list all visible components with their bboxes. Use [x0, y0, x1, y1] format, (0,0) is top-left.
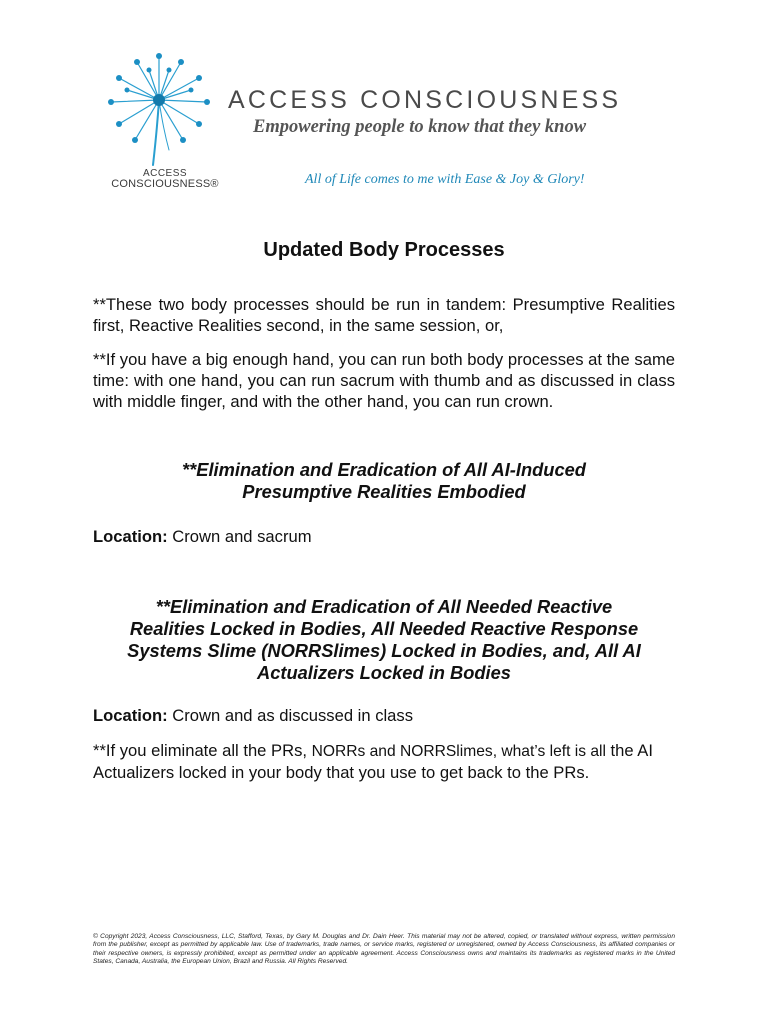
logo-caption-line2: CONSCIOUSNESS®	[111, 178, 219, 190]
closing-note	[93, 740, 675, 783]
location-label: Location:	[93, 527, 168, 546]
document-header	[95, 50, 675, 200]
brand-motto: All of Life comes to me with Ease & Joy & Glory!	[305, 172, 585, 187]
location-value: Crown and sacrum	[167, 527, 312, 546]
document-body	[93, 238, 675, 783]
closing-note-start: **If you eliminate all the PRs,	[93, 741, 312, 760]
process-2-heading-line3: Systems Slime (NORRSlimes) Locked in Bodies, and, All AI	[127, 640, 641, 661]
process-2-heading	[93, 596, 675, 684]
process-1-heading-line1: **Elimination and Eradication of All AI-Induced	[182, 459, 586, 480]
process-2-location	[93, 705, 675, 726]
brand-tagline: Empowering people to know that they know	[253, 117, 587, 137]
location-value: Crown and as discussed in class	[167, 706, 414, 725]
process-2-heading-line2: Realities Locked in Bodies, All Needed Reactive Response	[129, 618, 639, 639]
process-2-heading-line4: Actualizers Locked in Bodies	[257, 662, 511, 683]
page-title: Updated Body Processes	[263, 239, 505, 261]
process-1-heading	[93, 459, 675, 503]
logo-caption-line1: ACCESS	[142, 168, 188, 179]
logo-caption	[110, 168, 220, 190]
copyright-notice: © Copyright 2023, Access Consciousness, LLC, Stafford, Texas, by Gary M. Douglas and Dr. Dain Heer. This material may not be altered, copied, or translated without express, written permission from the publisher, except as permitted by applicable law. Use of trademarks, trade names, or service marks, registered or unregistered, owned by Access Consciousness, its affiliated companies or their respective owners, is expressly prohibited, except as permitted under an applicable agreement. Access Consciousness owns and maintains its trademarks as registered marks in the United States, Canada, Australia, the European Union, Brazil and Russia. All Rights Reserved.	[93, 933, 675, 966]
closing-note-end: the AI Actualizers locked in your body that you use to get back to the PRs.	[93, 741, 653, 782]
location-label: Location:	[93, 706, 168, 725]
intro-paragraph-1: **These two body processes should be run in tandem: Presumptive Realities first, Reactive Realities second, in the same session, or,	[93, 295, 675, 335]
process-1-location	[93, 526, 675, 547]
process-1-heading-line2: Presumptive Realities Embodied	[242, 481, 526, 502]
brand-name: ACCESS CONSCIOUSNESS	[228, 86, 622, 114]
process-2-heading-line1: **Elimination and Eradication of All Needed Reactive	[155, 596, 613, 617]
intro-paragraph-2: **If you have a big enough hand, you can run both body processes at the same time: with one hand, you can run sacrum with thumb and as discussed in class with middle finger, and with the other hand, you can run crown.	[93, 350, 675, 411]
closing-note-middle: NORRs and NORRSlimes, what’s left is all	[311, 743, 606, 760]
